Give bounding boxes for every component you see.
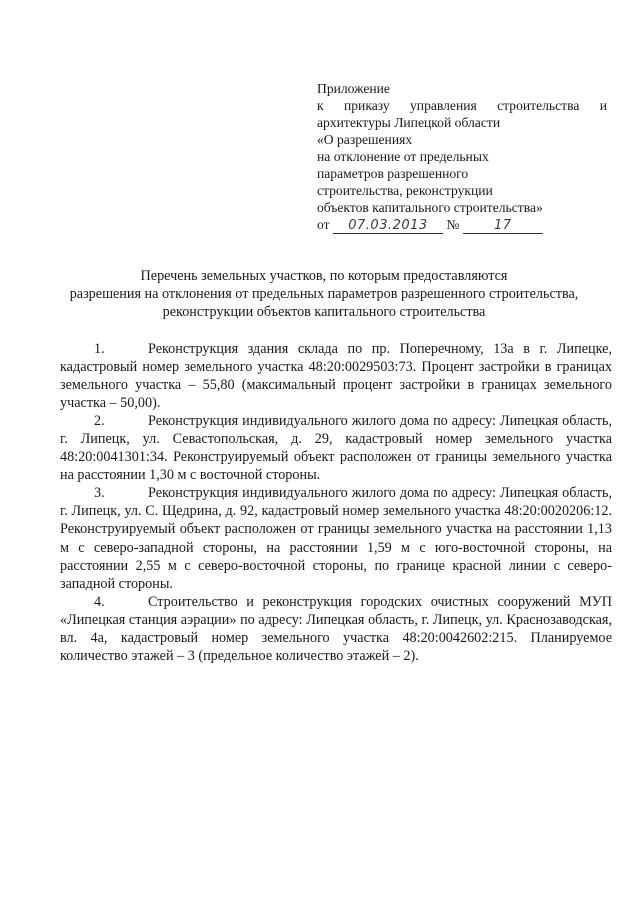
number-sign: № xyxy=(446,217,460,232)
appendix-line: строительства, реконструкции xyxy=(317,183,493,198)
item-number: 1. xyxy=(94,341,105,357)
item-number: 2. xyxy=(94,413,105,430)
list-item xyxy=(60,593,612,665)
handwritten-number: 17 xyxy=(463,219,543,234)
appendix-line: объектов капитального строительства» xyxy=(317,200,543,215)
list-heading xyxy=(44,267,604,321)
handwritten-date: 07.03.2013 xyxy=(333,219,443,234)
item-number: 3. xyxy=(94,485,105,502)
list-item xyxy=(60,340,612,412)
appendix-block xyxy=(317,80,607,234)
item-number: 4. xyxy=(94,593,105,610)
appendix-line: на отклонение от предельных xyxy=(317,149,489,164)
list-item xyxy=(60,484,612,592)
item-text: Реконструкция здания склада по пр. Поперечному, 13а в г. Липецке, кадастровый номер земельного участка 48:20:0029503:73. Процент застройки в границах земельного участка – 55,80 (максимальный процент застройки в границах земельного участка – 50,00). xyxy=(60,341,612,412)
list-item xyxy=(60,412,612,484)
heading-line: Перечень земельных участков, по которым предоставляются xyxy=(140,268,508,284)
from-prefix: от xyxy=(317,217,330,232)
appendix-title: Приложение xyxy=(317,81,390,96)
land-plot-list xyxy=(60,340,612,665)
heading-line: реконструкции объектов капитального строительства xyxy=(162,304,486,320)
item-text: Реконструкция индивидуального жилого дома по адресу: Липецкая область, г. Липецк, ул. С. Щедрина, д. 92, кадастровый номер земельного участка 48:20:0020206:12. Реконструируемый объект расположен от границы земельного участка на расстоянии 1,13 м с северо-западной стороны, на расстоянии 1,59 м с юго-восточной стороны, на расстоянии 2,55 м с северо-восточной стороны, по границе красной линии с северо-западной стороны. xyxy=(60,485,612,592)
appendix-line: параметров разрешенного xyxy=(317,166,469,181)
order-date-line xyxy=(317,216,607,234)
item-text: Реконструкция индивидуального жилого дома по адресу: Липецкая область, г. Липецк, ул. Севастопольская, д. 29, кадастровый номер земельного участка 48:20:0041301:34. Реконструируемый объект расположен от границы земельного участка на расстоянии 1,30 м с восточной стороны. xyxy=(60,413,612,484)
appendix-line: к приказу управления строительства и xyxy=(317,98,607,113)
appendix-line: архитектуры Липецкой области xyxy=(317,115,501,130)
item-text: Строительство и реконструкция городских очистных сооружений МУП «Липецкая станция аэрации» по адресу: Липецкая область, г. Липецк, ул. Краснозаводская, вл. 4а, кадастровый номер земельного участка 48:20:0042602:215. Планируемое количество этажей – 3 (предельное количество этажей – 2). xyxy=(60,593,612,664)
heading-line: разрешения на отклонения от предельных параметров разрешенного строительства, xyxy=(69,286,579,302)
appendix-line: «О разрешениях xyxy=(317,132,413,147)
